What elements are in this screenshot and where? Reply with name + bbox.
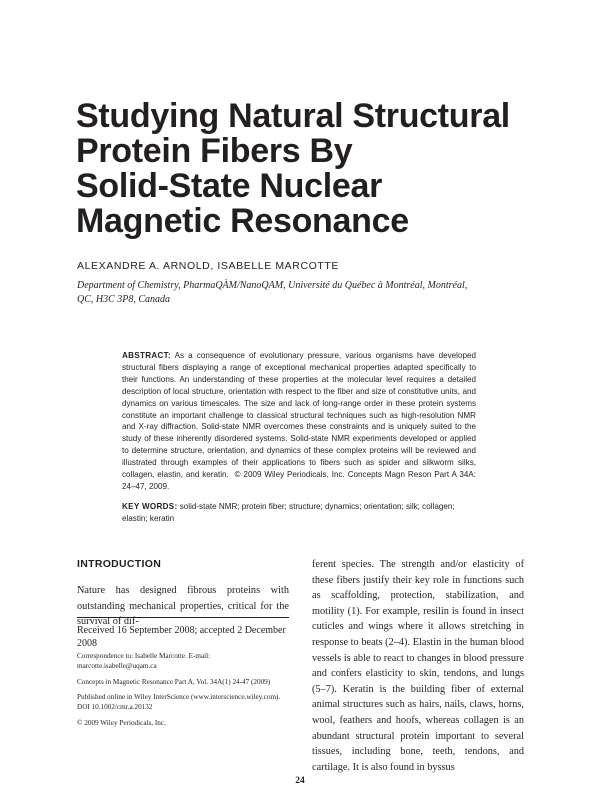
affiliation: Department of Chemistry, PharmaQÀM/NanoQAM, Université du Québec à Montréal, Montréal, QC, H3C 3P8, Canada: [77, 280, 468, 305]
article-title: [76, 99, 546, 239]
correspondence: Correspondence to: Isabelle Marcotte. E-mail: marcotte.isabelle@uqam.ca: [77, 652, 211, 670]
authors: ALEXANDRE A. ARNOLD, ISABELLE MARCOTTE: [77, 260, 340, 272]
title-line: Magnetic Resonance: [76, 202, 409, 240]
abstract-citation: Concepts Magn Reson Part A 34A: 24–47, 2009.: [122, 470, 477, 491]
abstract-text: As a consequence of evolutionary pressure, various organisms have developed structural fibers displaying a range of exceptional mechanical properties adapted specifically to their functions. An understanding of these properties at the molecular level requires a detailed description of local structure, orientation with respect to the fiber and size of constitutive units, and dynamics on various timescales. The size and lack of long-range order in these protein systems constitute an important challenge to classical structural techniques such as high-resolution NMR and X-ray diffraction. Solid-state NMR overcomes these constraints and is uniquely suited to the study of these inherently disordered systems. Solid-state NMR experiments developed or applied to determine structure, orientation, and dynamics of these complex proteins will be reviewed and illustrated through examples of their applications to fibers such as spider and silkworm silks, collagen, elastin, and keratin.: [122, 351, 476, 480]
footnote-copyright: © 2009 Wiley Periodicals, Inc.: [77, 718, 166, 727]
section-heading-introduction: INTRODUCTION: [77, 558, 162, 570]
page-number: 24: [295, 776, 305, 786]
title-line: Protein Fibers By: [76, 132, 353, 170]
abstract: [122, 350, 476, 493]
title-line: Solid-State Nuclear: [76, 167, 383, 205]
keywords-text: solid-state NMR; protein fiber; structure; dynamics; orientation; silk; collagen; elastin; keratin: [122, 502, 455, 523]
published-online: Published online in Wiley InterScience (www.interscience.wiley.com). DOI 10.1002/cmr.a.20132: [77, 693, 281, 712]
received-dates: Received 16 September 2008; accepted 2 December 2008: [77, 625, 286, 649]
footnotes: [77, 652, 289, 735]
keywords-label: KEY WORDS:: [122, 502, 178, 511]
intro-paragraph-left: Nature has designed fibrous proteins with outstanding mechanical properties, critical for the survival of dif-: [77, 585, 289, 627]
title-line: Studying Natural Structural: [76, 97, 510, 135]
footnote-divider: [77, 617, 289, 618]
intro-paragraph-right: ferent species. The strength and/or elasticity of these fibers justify their key role in functions such as scaffolding, protection, stabilization, and motility (1). For example, resilin is found in insect cuticles and wings where it allows stretching in response to beats (2–4). Elastin in the human blood vessels is able to react to changes in blood pressure and confers elasticity to skin, tendons, and lungs (5–7). Keratin is the building fiber of external animal structures such as hairs, nails, claws, horns, wool, feathers and hoofs, whereas collagen is an abundant structural protein important to several tissues, including bone, teeth, tendons, and cartilage. It is also found in byssus: [312, 559, 524, 773]
abstract-copyright: © 2009 Wiley Periodicals, Inc.: [234, 470, 345, 480]
journal-reference: Concepts in Magnetic Resonance Part A, Vol. 34A(1) 24-47 (2009): [77, 677, 271, 686]
keywords: [122, 501, 476, 525]
abstract-label: ABSTRACT:: [122, 351, 172, 360]
